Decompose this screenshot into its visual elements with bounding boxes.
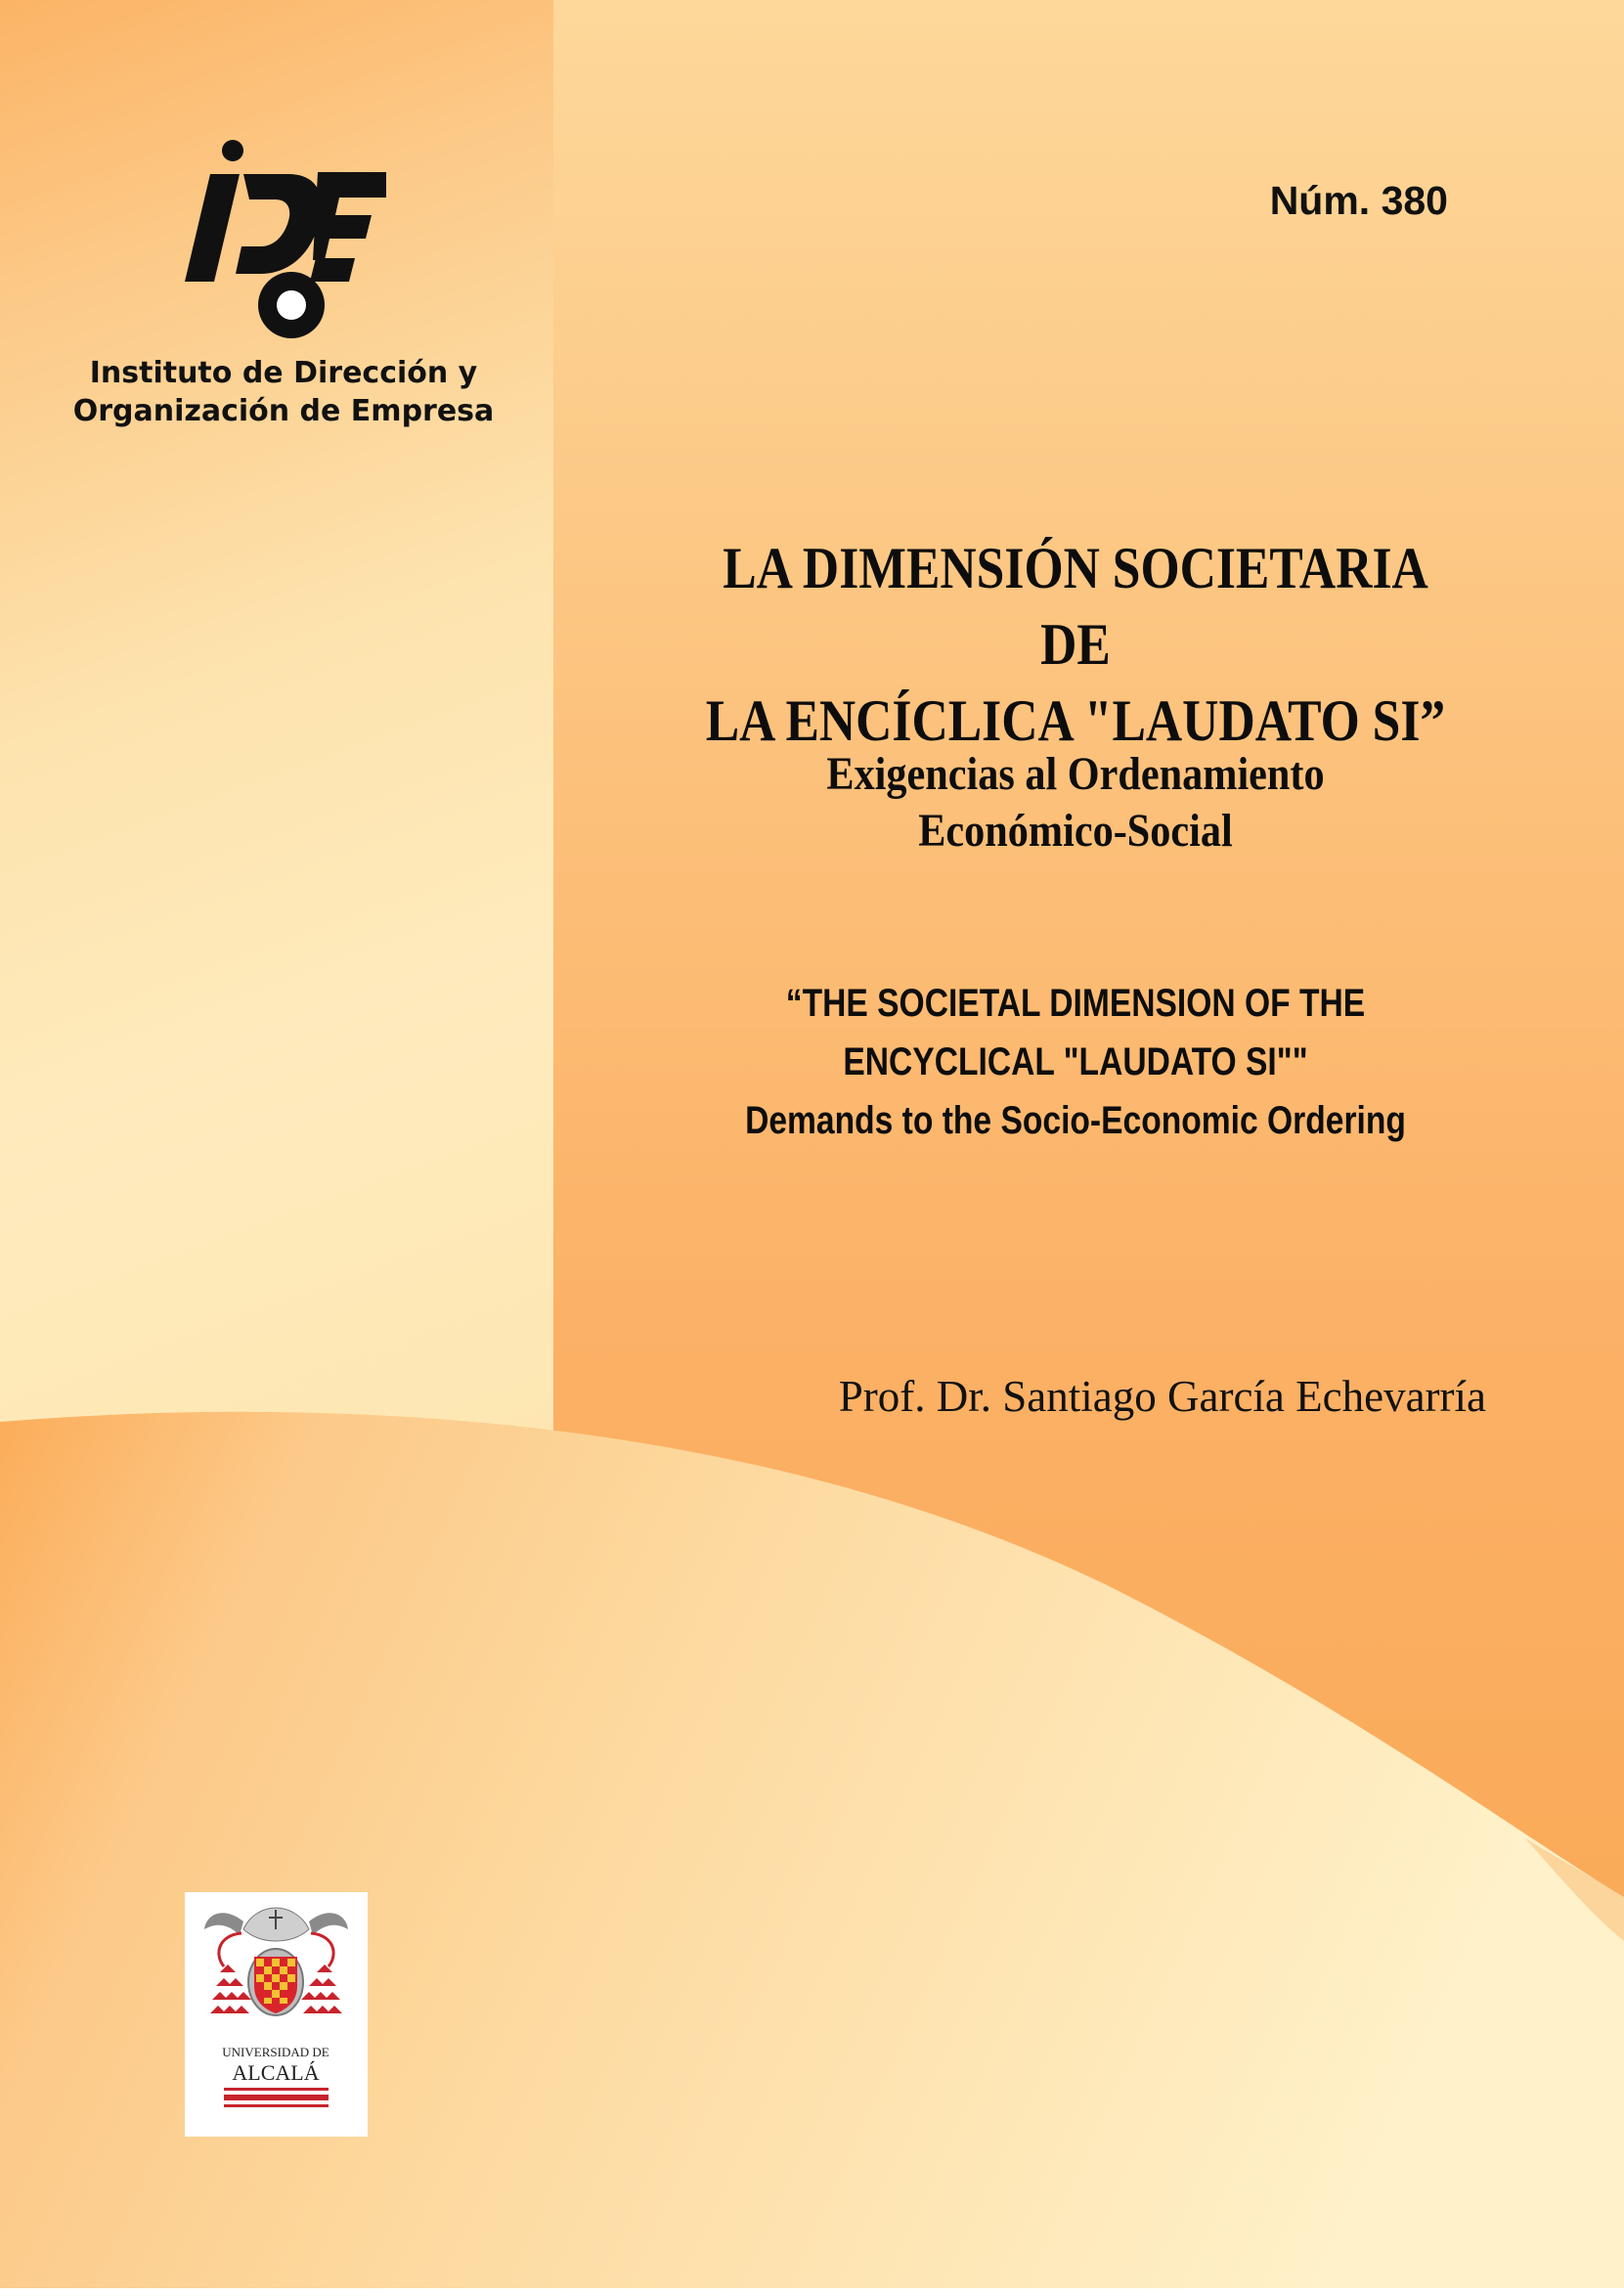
english-title bbox=[698, 974, 1454, 1150]
university-name-line1: UNIVERSIDAD DE bbox=[222, 2045, 329, 2059]
author-name: Prof. Dr. Santiago García Echevarría bbox=[838, 1372, 1486, 1421]
ide-logo bbox=[171, 137, 386, 347]
english-title-line2: ENCYCLICAL "LAUDATO SI"" bbox=[843, 1040, 1308, 1083]
institute-name-line1: Instituto de Dirección y bbox=[89, 356, 478, 390]
spanish-title bbox=[688, 530, 1462, 759]
spanish-title-line2: LA ENCÍCLICA "LAUDATO SI” bbox=[705, 688, 1446, 753]
spanish-subtitle-line1: Exigencias al Ordenamiento bbox=[826, 748, 1325, 800]
spanish-subtitle bbox=[680, 746, 1471, 860]
university-crest-icon bbox=[185, 1892, 368, 2137]
issue-number: Núm. 380 bbox=[1269, 178, 1448, 223]
university-name-line2: ALCALÁ bbox=[232, 2060, 320, 2085]
english-title-line1: “THE SOCIETAL DIMENSION OF THE bbox=[785, 982, 1366, 1025]
institute-name-line2: Organización de Empresa bbox=[72, 394, 495, 428]
institute-name bbox=[59, 354, 508, 430]
english-title-line3: Demands to the Socio-Economic Ordering bbox=[745, 1099, 1406, 1142]
universidad-de-alcala-crest bbox=[185, 1892, 368, 2137]
spanish-title-line1: LA DIMENSIÓN SOCIETARIA DE bbox=[723, 536, 1428, 677]
ide-logo-icon bbox=[171, 137, 386, 347]
spanish-subtitle-line2: Económico-Social bbox=[918, 805, 1233, 857]
